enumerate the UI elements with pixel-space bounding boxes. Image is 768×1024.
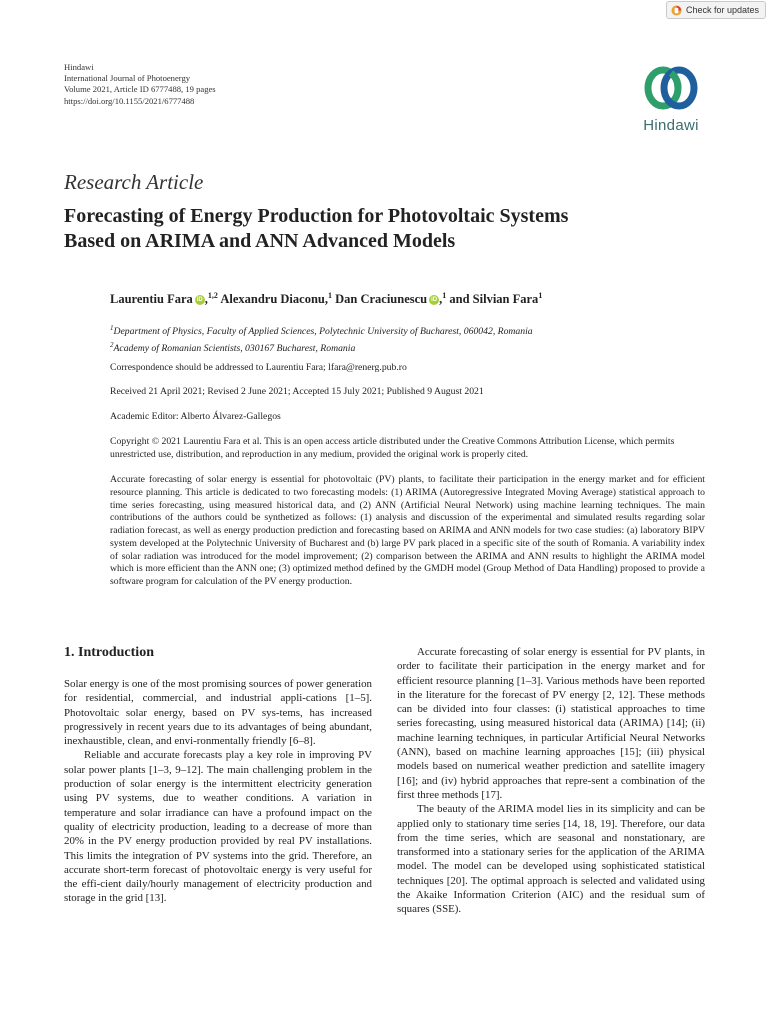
hindawi-logo (632, 62, 710, 134)
body-column-right (397, 645, 705, 917)
author-name[interactable]: Silvian Fara (472, 292, 539, 306)
author-name[interactable]: Dan Craciunescu (335, 292, 428, 306)
publication-dates: Received 21 April 2021; Revised 2 June 2021; Accepted 15 July 2021; Published 9 August 2021 (110, 386, 484, 397)
author-affiliation-mark: 1 (442, 290, 447, 300)
orcid-icon[interactable]: iD (196, 297, 203, 304)
paragraph: Accurate forecasting of solar energy is essential for PV plants, in order to facilitate their participation in the energy market and for efficient resource planning [1–3]. Various methods have been reported in the literature for the forecast of PV energy [2, 12]. These methods can be divided into four classes: (i) statistical approaches to time series forecasting, using measured historical data (ARIMA) [14]; (ii) machine learning techniques, in particular Artificial Neural Networks (ANN), based on machine learning approaches [15]; (iii) physical models based on numerical weather prediction and satellite imagery [16]; and (iv) hybrid approaches that repre-sent a combination of the first three methods [17]. (397, 646, 705, 801)
author-name[interactable]: Alexandru Diaconu (220, 292, 325, 306)
check-for-updates-label: Check for updates (686, 5, 760, 15)
author-list: Laurentiu Fara iD ,$^{1,2}$ Alexandru Diaconu,$^1$ Dan Craciunescu iD ,$^1$ and Silvian Fara$^1$ (110, 290, 543, 306)
author-affiliation-mark: 1 (538, 290, 543, 300)
affiliation-item: $^1$Department of Physics, Faculty of Applied Sciences, Polytechnic University of Bucharest, 060042, Romania (110, 324, 533, 338)
author-affiliation-mark: 1 (327, 290, 332, 300)
publisher-name: Hindawi (64, 62, 94, 72)
update-badge-icon (671, 5, 682, 16)
copyright-notice: Copyright © 2021 Laurentiu Fara et al. This is an open access article distributed under the Creative Commons Attribution License, which permits unrestricted use, distribution, and reproduction in any medium, provided the original work is properly cited. (110, 436, 675, 460)
paragraph: The beauty of the ARIMA model lies in its simplicity and can be applied only to stationary time series [14, 18, 19]. Therefore, our data from the time series, which are seasonal and nonstationary, are transformed into a stationary series for the application of the ARIMA model. The model can be developed using sophisticated statistical techniques [20]. The optimal approach is selected and validated using the Akaike Information Criterion (AIC) and the residual sum of squares (SSE). (397, 803, 705, 916)
article-title-line-2: Based on ARIMA and ANN Advanced Models (64, 230, 456, 252)
article-title-line-1: Forecasting of Energy Production for Photovoltaic Systems (64, 205, 569, 227)
orcid-icon[interactable]: iD (431, 297, 438, 304)
academic-editor: Academic Editor: Alberto Álvarez-Gallegos (110, 411, 281, 422)
paragraph: Reliable and accurate forecasts play a key role in improving PV solar power plants [1–3, 9–12]. The main challenging problem in the production of solar energy is the intermittent electricity generation using PV systems, due to weather conditions. A variation in temperature and solar irradiance can have a profound impact on the quality of electricity production, leading to a decrease of more than 20% in the PV energy production provided by real PV installations. This limits the integration of PV systems into the grid. Therefore, an accurate short-term forecast of photovoltaic energy is very useful for the effi-cient daily/hourly management of electricity production and storage in the grid [13]. (64, 749, 372, 905)
paragraph: Solar energy is one of the most promising sources of power generation for residential, commercial, and industrial appli-cations [1–5]. Photovoltaic solar energy, based on PV sys-tems, has increased progressively in recent years due to its advantages of being abundant, inexhaustible, clean, and envi-ronmentally friendly [6–8]. (64, 678, 372, 748)
volume-info: Volume 2021, Article ID 6777488, 19 pages (64, 84, 216, 95)
hindawi-logo-text: Hindawi (643, 117, 699, 134)
body-column-left (64, 677, 372, 906)
author-affiliation-mark: 1,2 (207, 290, 218, 300)
hindawi-logo-icon (639, 62, 703, 114)
affiliations (110, 322, 533, 355)
article-type: Research Article (64, 170, 204, 194)
journal-name: International Journal of Photoenergy (64, 73, 191, 84)
correspondence-note: Correspondence should be addressed to Laurentiu Fara; lfara@renerg.pub.ro (110, 362, 407, 373)
abstract: Accurate forecasting of solar energy is essential for photovoltaic (PV) plants, to facilitate their participation in the energy market and for efficient resource planning. This article is dedicated to two forecasting models: (1) ARIMA (Autoregressive Integrated Moving Average) statistical approach to time series forecasting, using measured historical data, and (2) ANN (Artificial Neural Network) using machine learning techniques. The main contributions of the authors could be synthetized as follows: (1) analysis and discussion of the experimental and simulated results regarding solar radiation forecast, as well as energy production prediction and forecasting based on ARIMA and ANN models for two case studies: (a) laboratory BIPV system developed at the Polytechnic University of Bucharest and (b) large PV park placed in a specific site of the south of Romania. A variability index of solar radiation was introduced for the model improvement; (2) comparison between the ARIMA and ANN results to highlight the ARIMA model which is more efficient than the ANN one; (3) optimized method defined by the GMDH model (Group Method of Data Handling) proposed to provide a software program for calculation of the PV energy production. (110, 474, 705, 587)
article-title (64, 204, 704, 254)
affiliation-item: $^2$Academy of Romanian Scientists, 030167 Bucharest, Romania (110, 340, 356, 354)
doi-link[interactable]: https://doi.org/10.1155/2021/6777488 (64, 95, 195, 106)
section-heading-introduction: 1. Introduction (64, 645, 154, 660)
author-name[interactable]: Laurentiu Fara (110, 292, 193, 306)
check-for-updates-button[interactable] (666, 1, 766, 19)
journal-metadata (64, 62, 216, 107)
